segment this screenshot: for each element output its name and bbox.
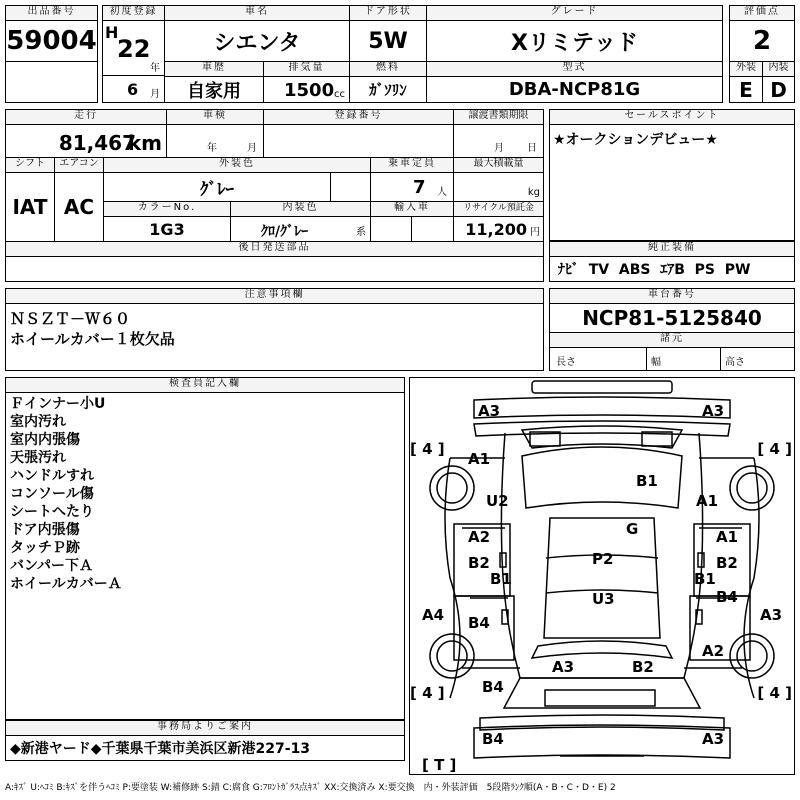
- spec-height-box: [720, 347, 795, 371]
- spec-width: 幅: [651, 357, 661, 368]
- spare-tire: [ T ]: [422, 756, 457, 774]
- disp-label: 排気量: [263, 61, 350, 77]
- inspector-item: 室内内張傷: [10, 432, 80, 448]
- inspect-year-unit: 年: [207, 143, 217, 154]
- ext-grade: E: [729, 76, 763, 103]
- mark: B4: [482, 730, 504, 748]
- inspect-label: 車検: [166, 109, 264, 125]
- mark: B1: [694, 570, 716, 588]
- mark: A3: [552, 658, 575, 676]
- first-reg-year-box: [102, 20, 165, 76]
- damage-diagram: [409, 377, 795, 775]
- mark: U2: [486, 492, 509, 510]
- mileage-label: 走行: [5, 109, 167, 125]
- door-label: ドア形状: [349, 5, 427, 21]
- ext-label: 外装: [729, 61, 763, 77]
- office-notice: ◆新港ヤード◆千葉県千葉市美浜区新港227-13: [5, 735, 405, 761]
- seats: 7: [413, 177, 426, 198]
- inspect-month-unit: 月: [247, 143, 257, 154]
- sales-box: [549, 124, 795, 241]
- equipment: ﾅﾋﾞ TV ABS ｴｱB PS PW: [549, 256, 795, 282]
- seats-label: 乗車定員: [370, 157, 454, 173]
- regno-label: 登録番号: [263, 109, 454, 125]
- ac-label: エアコン: [54, 157, 104, 173]
- first-reg-month-box: [102, 75, 165, 103]
- legend: A:ｷｽﾞ U:ﾍｺﾐ B:ｷｽﾞを伴うﾍｺﾐ P:要塗装 W:補修跡 S:錆 C:腐食 G:ﾌﾛﾝﾄｶﾞﾗｽ点ｷｽﾞ XX:交換済み X:要交換 内・外装評価 5段階ﾗﾝｸ順(A・B・C・D・E) 2: [5, 783, 616, 793]
- tire-rl: [ 4 ]: [410, 684, 445, 702]
- ext-color: ｸﾞﾚｰ: [103, 172, 331, 202]
- chassis-label: 車台番号: [549, 288, 795, 304]
- model-label: 型式: [426, 61, 723, 77]
- inspector-item: ドア内張傷: [10, 522, 80, 538]
- mark: B4: [716, 588, 738, 606]
- disp-unit: cc: [334, 89, 345, 100]
- spec-width-box: [646, 347, 721, 371]
- mileage: 81,467: [58, 131, 136, 155]
- shift: IAT: [5, 172, 55, 242]
- load-unit: kg: [527, 187, 540, 198]
- mark: A1: [716, 528, 739, 546]
- spec-length: 長さ: [556, 357, 576, 368]
- inspector-item: 天張汚れ: [10, 450, 66, 466]
- int-label: 内装: [762, 61, 795, 77]
- fuel-label: 燃料: [349, 61, 427, 77]
- spec-length-box: [549, 347, 647, 371]
- name-label: 車名: [164, 5, 350, 21]
- recycle-fee: 11,200: [465, 220, 527, 239]
- colorno-label: カラーNo.: [103, 201, 231, 217]
- notes-box: [5, 303, 544, 371]
- mileage-box: [5, 124, 167, 158]
- equip-label: 純正装備: [549, 241, 795, 257]
- color-label: 外装色: [103, 157, 371, 173]
- grade-label: グレード: [426, 5, 723, 21]
- tire-fr: [ 4 ]: [757, 440, 792, 458]
- ac: AC: [54, 172, 104, 242]
- intcolor-suffix: 系: [356, 227, 366, 238]
- inspector-item: タッチＰ跡: [10, 540, 80, 556]
- spec-height: 高さ: [725, 357, 745, 368]
- recycle-label: リサイクル預託金: [453, 201, 544, 217]
- first-reg-label: 初度登録: [102, 5, 165, 21]
- intcolor-label: 内装色: [230, 201, 371, 217]
- load-box: [453, 172, 544, 202]
- sales-point: ★オークションデビュー★: [553, 132, 718, 148]
- month-unit: 月: [150, 89, 160, 100]
- shift-label: シフト: [5, 157, 55, 173]
- car-name: シエンタ: [164, 20, 350, 62]
- load-label: 最大積載量: [453, 157, 544, 173]
- recycle-box: [453, 216, 544, 242]
- mark: B4: [468, 614, 490, 632]
- import-label: 輸入車: [370, 201, 454, 217]
- seats-unit: 人: [437, 187, 447, 198]
- transfer-month-unit: 月: [494, 143, 504, 154]
- mark: A3: [702, 402, 725, 420]
- sales-label: セールスポイント: [549, 109, 795, 125]
- mark: B2: [716, 554, 738, 572]
- import-box-a: [370, 216, 412, 242]
- score: 2: [729, 20, 795, 62]
- lot-blank: [5, 61, 98, 103]
- notes-label: 注意事項欄: [5, 288, 544, 304]
- import-box-b: [411, 216, 454, 242]
- spec-label: 諸元: [549, 332, 795, 348]
- mark: U3: [592, 590, 615, 608]
- grade: Xリミテッド: [426, 20, 723, 62]
- later-parts-label: 後日発送部品: [5, 241, 544, 257]
- mark: P2: [592, 550, 614, 568]
- door-type: 5W: [349, 20, 427, 62]
- mark: A4: [422, 606, 445, 624]
- color-extra: [330, 172, 371, 202]
- mark: B1: [490, 570, 512, 588]
- regno-box: [263, 124, 454, 158]
- score-label: 評価点: [729, 5, 795, 21]
- inspector-item: バンパー下Ａ: [10, 558, 94, 574]
- history: 自家用: [164, 76, 264, 103]
- inspector-item: 室内汚れ: [10, 414, 66, 430]
- transfer-day-unit: 日: [527, 143, 537, 154]
- transfer-label: 譲渡書類期限: [453, 109, 544, 125]
- mark: A2: [468, 528, 491, 546]
- mark: A1: [696, 492, 719, 510]
- notes-line-2: ホイールカバー１枚欠品: [10, 330, 175, 348]
- recycle-unit: 円: [530, 227, 540, 238]
- year-unit: 年: [150, 63, 160, 74]
- inspector-list: [10, 395, 122, 593]
- model-code: DBA-NCP81G: [426, 76, 723, 103]
- car-outline: [410, 378, 794, 774]
- notes-line-1: ＮＳＺＴ－Ｗ６０: [10, 310, 131, 328]
- chassis-number: NCP81-5125840: [549, 303, 795, 333]
- mark: A2: [702, 642, 725, 660]
- inspector-box: [5, 392, 405, 720]
- later-parts-box: [5, 256, 544, 282]
- fuel: ｶﾞｿﾘﾝ: [349, 76, 427, 103]
- mileage-unit: km: [127, 131, 162, 155]
- displacement: 1500: [284, 80, 335, 101]
- era: H: [105, 23, 119, 42]
- mark: A3: [760, 606, 783, 624]
- mark: B1: [636, 472, 658, 490]
- inspector-item: ホイールカバーＡ: [10, 576, 122, 592]
- int-grade: D: [762, 76, 795, 103]
- first-reg-month: 6: [127, 80, 139, 99]
- history-label: 車歴: [164, 61, 264, 77]
- lot-number: 59004: [5, 20, 98, 62]
- transfer-box: [453, 124, 544, 158]
- inspector-item: ハンドルすれ: [10, 468, 94, 484]
- tire-rr: [ 4 ]: [757, 684, 792, 702]
- office-label: 事務局よりご案内: [5, 720, 405, 736]
- inspector-item: コンソール傷: [10, 486, 94, 502]
- mark: G: [626, 520, 639, 538]
- mark: B2: [632, 658, 654, 676]
- lot-label: 出品番号: [5, 5, 98, 21]
- intcolor-box: [230, 216, 371, 242]
- inspector-label: 検査員記入欄: [5, 377, 405, 393]
- mark: A3: [478, 402, 501, 420]
- disp-box: [263, 76, 350, 103]
- seats-box: [370, 172, 454, 202]
- first-reg-year: 22: [117, 35, 151, 63]
- int-color: ｸﾛ/ｸﾞﾚｰ: [261, 224, 309, 240]
- inspector-item: シートへたり: [10, 504, 94, 520]
- color-no: 1G3: [103, 216, 231, 242]
- tire-fl: [ 4 ]: [410, 440, 445, 458]
- mark: A1: [468, 450, 491, 468]
- inspector-item: Ｆインナー小U: [10, 396, 106, 412]
- mark: B2: [468, 554, 490, 572]
- mark: B4: [482, 678, 504, 696]
- mark: A3: [702, 730, 725, 748]
- inspect-box: [166, 124, 264, 158]
